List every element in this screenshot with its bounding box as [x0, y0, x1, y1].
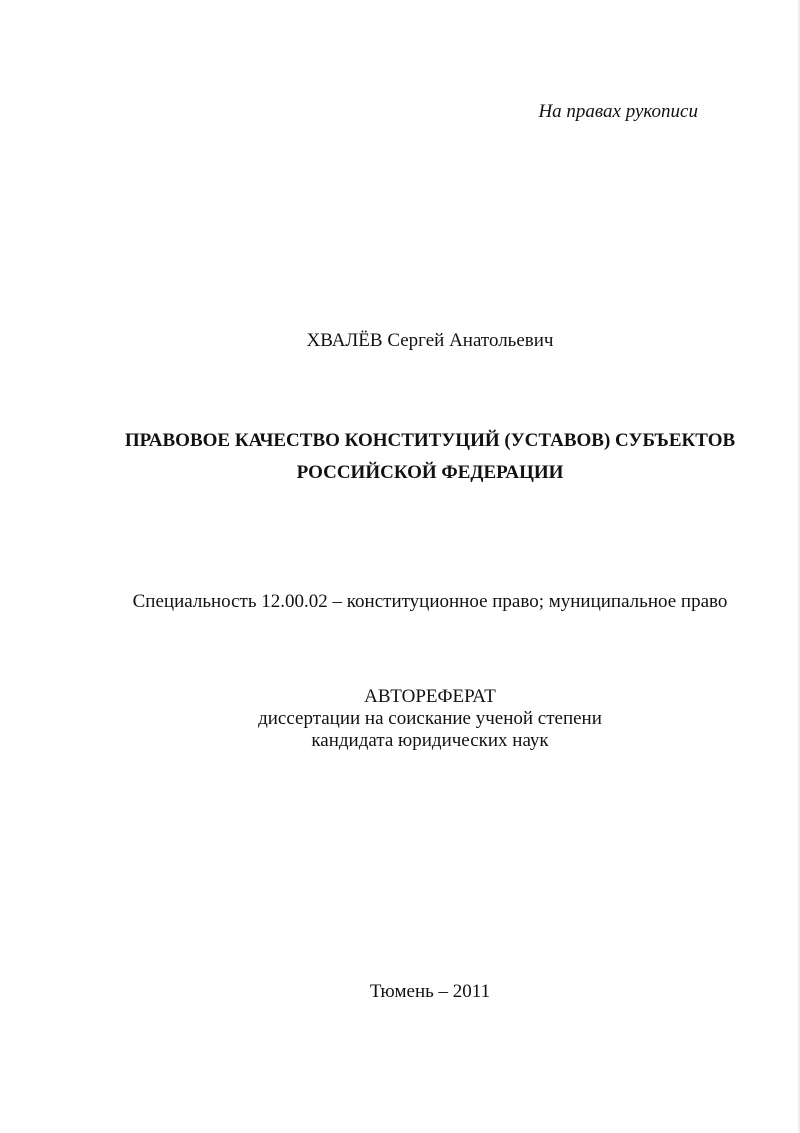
abstract-line-3: кандидата юридических наук — [311, 730, 549, 751]
specialty-line: Специальность 12.00.02 – конституционное право; муниципальное право — [132, 591, 728, 612]
dissertation-title — [0, 425, 800, 489]
manuscript-note: На правах рукописи — [538, 101, 698, 122]
abstract-line-2: диссертации на соискание ученой степени — [258, 708, 602, 729]
title-line-2: РОССИЙСКОЙ ФЕДЕРАЦИИ — [296, 462, 564, 483]
author-name: ХВАЛЁВ Сергей Анатольевич — [306, 330, 554, 351]
title-line-1: ПРАВОВОЕ КАЧЕСТВО КОНСТИТУЦИЙ (УСТАВОВ) СУБЪЕКТОВ — [124, 430, 736, 451]
abstract-heading: АВТОРЕФЕРАТ — [364, 686, 496, 707]
abstract-block — [0, 686, 800, 752]
place-year: Тюмень – 2011 — [369, 981, 491, 1002]
